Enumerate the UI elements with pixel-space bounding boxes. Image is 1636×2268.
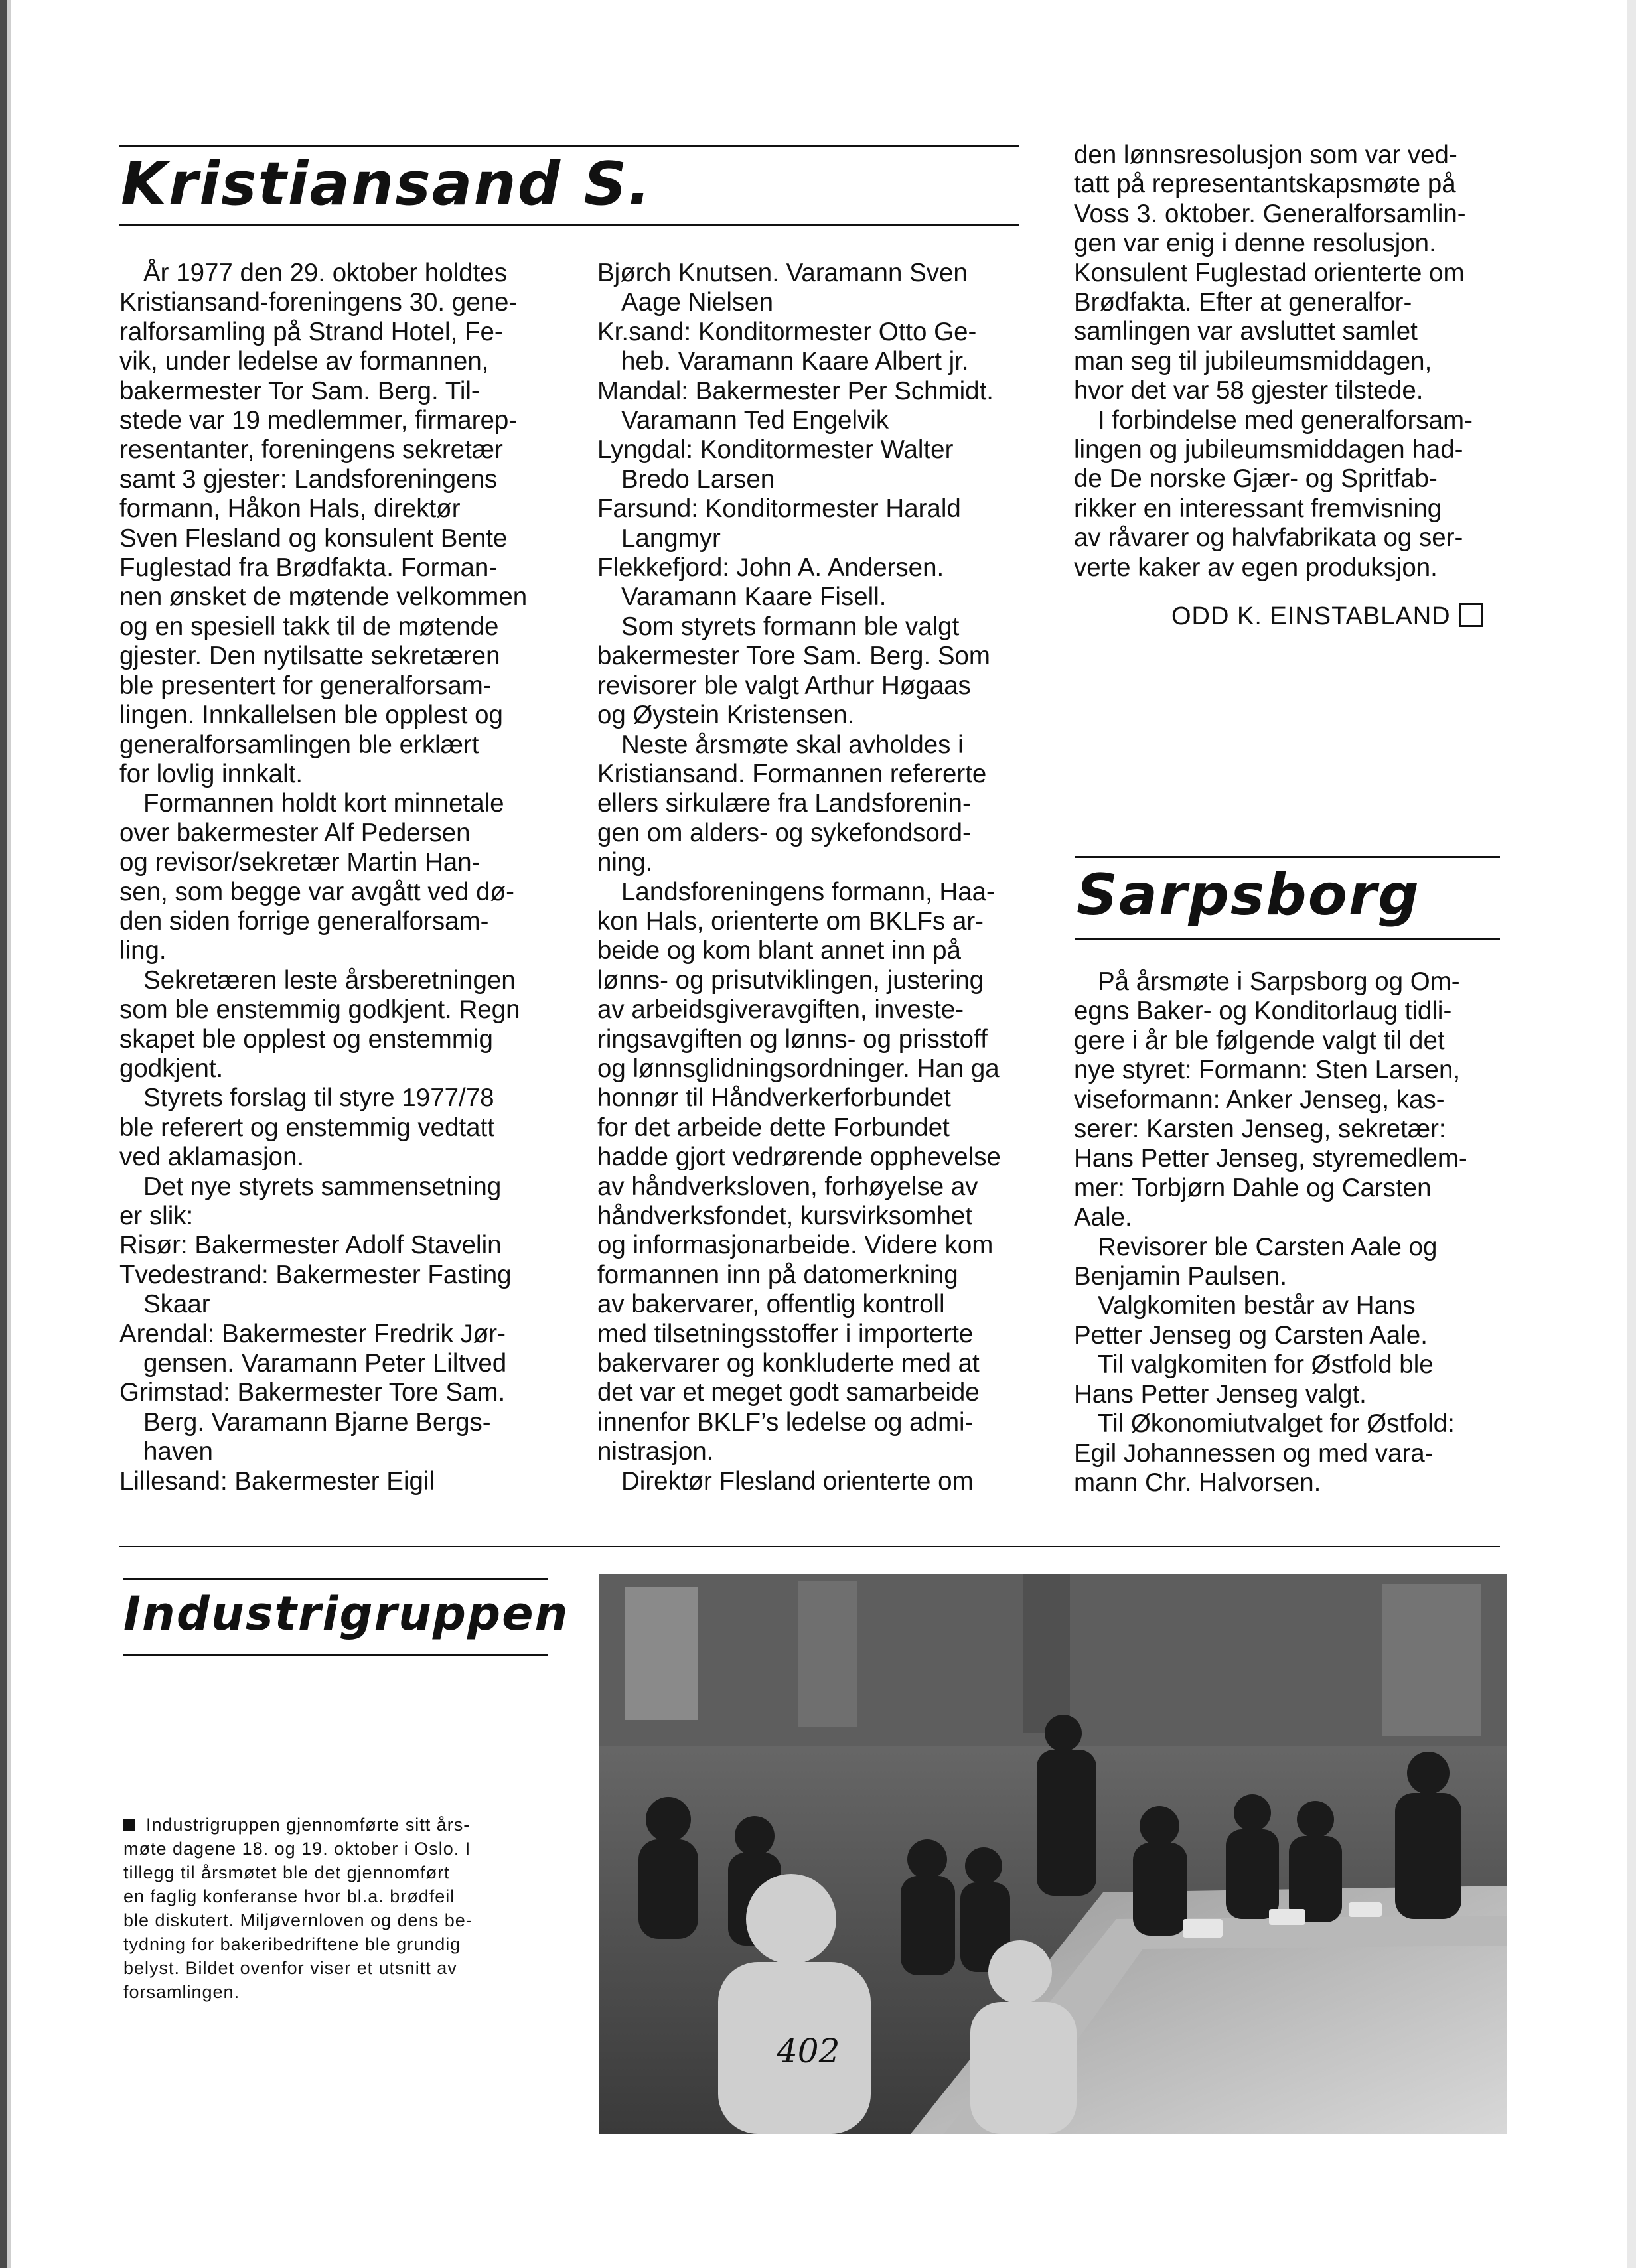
kristiansand-rule-bottom [119,224,1019,226]
board-entry: Risør: Bakermester Adolf Stavelin [119,1231,502,1260]
kristiansand-column-3 [1074,141,1499,583]
board-entry: Mandal: Bakermester Per Schmidt. Varamann Ted Engelvik [597,376,994,435]
paragraph: Sekretæren leste årsberetningen som ble enstemmig godkjent. Regn skapet ble opplest og enstemmig godkjent. [119,965,520,1083]
end-mark-icon [1459,603,1483,627]
caption-text: Industrigruppen gjennomførte sitt års- møte dagene 18. og 19. oktober i Oslo. I tillegg til årsmøtet ble det gjennomført en faglig konferanse hvor bl.a. brødfeil ble diskutert. Miljøvernloven og dens be- tydning for bakeribedriftene ble grundig belyst. Bildet ovenfor viser et utsnitt av forsamlingen. [123,1815,473,2002]
paragraph: Det nye styrets sammensetning er slik: [119,1172,502,1230]
meeting-photo-illustration [599,1574,1507,2134]
board-entry: Bjørch Knutsen. Varamann Sven Aage Nielsen [597,259,968,317]
page-number: 402 [777,2032,840,2070]
signature-text: ODD K. EINSTABLAND [1171,602,1451,630]
paragraph: Revisorer ble Carsten Aale og Benjamin Paulsen. [1074,1232,1438,1291]
kristiansand-rule-top [119,145,1019,147]
board-entry: Lyngdal: Konditormester Walter Bredo Larsen [597,435,954,494]
sarpsborg-rule-top [1075,856,1500,858]
kristiansand-column-1 [119,259,544,1496]
scan-right-edge [1627,0,1636,2268]
industrigruppen-rule-bottom [123,1654,548,1656]
signature [1171,602,1483,631]
paragraph: År 1977 den 29. oktober holdtes Kristiansand-foreningens 30. gene- ralforsamling på Strand Hotel, Fe- vik, under ledelse av formannen, bakermester Tor Sam. Berg. Til- stede var 19 medlemmer, firmarep- resentanter, foreningens sekretær samt 3 gjester: Landsforeningens formann, Håkon Hals, direktør Sven Flesland og konsulent Bente Fuglestad fra Brødfakta. Forman- nen ønsket de møtende velkommen og en spesiell takk til de møtende gjester. Den nytilsatte sekretæren ble presentert for generalforsam- lingen. Innkallelsen ble opplest og generalforsamlingen ble erklært for lovlig innkalt. [119,259,528,788]
scan-left-edge-shadow [7,0,11,2268]
board-entry: Tvedestrand: Bakermester Fasting Skaar [119,1260,512,1319]
kristiansand-title: Kristiansand S. [121,149,652,219]
sarpsborg-column [1074,967,1499,1498]
board-entry: Lillesand: Bakermester Eigil [119,1466,435,1496]
sarpsborg-rule-bottom [1075,938,1500,940]
industrigruppen-rule-top [123,1578,548,1580]
paragraph: Neste årsmøte skal avholdes i Kristiansand. Formannen refererte ellers sirkulære fra Landsforenin- gen om alders- og sykefondsord- ning. [597,730,987,877]
paragraph: Til Økonomiutvalget for Østfold: Egil Johannessen og med vara- mann Chr. Halvorsen. [1074,1409,1455,1497]
board-entry: Arendal: Bakermester Fredrik Jør- gensen. Varamann Peter Liltved [119,1319,507,1378]
board-entry: Flekkefjord: John A. Andersen. Varamann Kaare Fisell. [597,553,944,612]
scan-left-edge [0,0,7,2268]
board-entry: Grimstad: Bakermester Tore Sam. Berg. Varamann Bjarne Bergs- haven [119,1378,506,1466]
paragraph: I forbindelse med generalforsam- lingen og jubileumsmiddagen had- de De norske Gjær- og Spritfab- rikker en interessant fremvisning av råvarer og halvfabrikata og ser- verte kaker av egen produksjon. [1074,405,1473,582]
paragraph: Direktør Flesland orienterte om [621,1466,974,1496]
paragraph: Formannen holdt kort minnetale over bakermester Alf Pedersen og revisor/sekretær Martin Han- sen, som begge var avgått ved dø- den siden forrige generalforsam- ling. [119,789,514,965]
paragraph: På årsmøte i Sarpsborg og Om- egns Baker- og Konditorlaug tidli- gere i år ble følgende valgt til det nye styret: Formann: Sten Larsen, viseformann: Anker Jenseg, kas- serer: Karsten Jenseg, sekretær: Hans Petter Jenseg, styremedlem- mer: Torbjørn Dahle og Carsten Aale. [1074,967,1467,1232]
board-entry: Kr.sand: Konditormester Otto Ge- heb. Varamann Kaare Albert jr. [597,317,977,376]
paragraph: Til valgkomiten for Østfold ble Hans Petter Jenseg valgt. [1074,1350,1434,1409]
sarpsborg-title: Sarpsborg [1077,862,1420,928]
board-entry: Farsund: Konditormester Harald Langmyr [597,494,961,553]
paragraph: Landsforeningens formann, Haa- kon Hals, orienterte om BKLFs ar- beide og kom blant annet inn på lønns- og prisutviklingen, justering av arbeidsgiveravgiften, investe- ringsavgiften og lønns- og prisstoff og lønnsglidningsordninger. Han ga honnør til Håndverkerforbundet for det arbeide dette Forbundet hadde gjort vedrørende opphevelse av håndverksloven, forhøyelse av håndverksfondet, kursvirksomhet og informasjonarbeide. Videre kom formannen inn på datomerkning av bakervarer, offentlig kontroll med tilsetningsstoffer i importerte bakervarer og konkluderte med at det var et meget godt samarbeide innenfor BKLF’s ledelse og admi- nistrasjon. [597,877,1001,1466]
section-separator [119,1546,1500,1547]
paragraph: Som styrets formann ble valgt bakermester Tore Sam. Berg. Som revisorer ble valgt Arthur Høgaas og Øystein Kristensen. [597,612,990,730]
paragraph: den lønnsresolusjon som var ved- tatt på representantskapsmøte på Voss 3. oktober. Generalforsamlin- gen var enig i denne resolusjon. Konsulent Fuglestad orienterte om Brødfakta. Efter at generalfor- samlingen var avsluttet samlet man seg til jubileumsmiddagen, hvor det var 58 gjester tilstede. [1074,141,1466,405]
bullet-square-icon [123,1819,135,1831]
kristiansand-column-2 [597,259,1022,1496]
paragraph: Valgkomiten består av Hans Petter Jenseg og Carsten Aale. [1074,1291,1428,1350]
photo-caption [123,1813,548,2004]
industrigruppen-title: Industrigruppen [123,1587,569,1641]
paragraph: Styrets forslag til styre 1977/78 ble referert og enstemmig vedtatt ved aklamasjon. [119,1084,494,1172]
meeting-photo [599,1574,1507,2134]
